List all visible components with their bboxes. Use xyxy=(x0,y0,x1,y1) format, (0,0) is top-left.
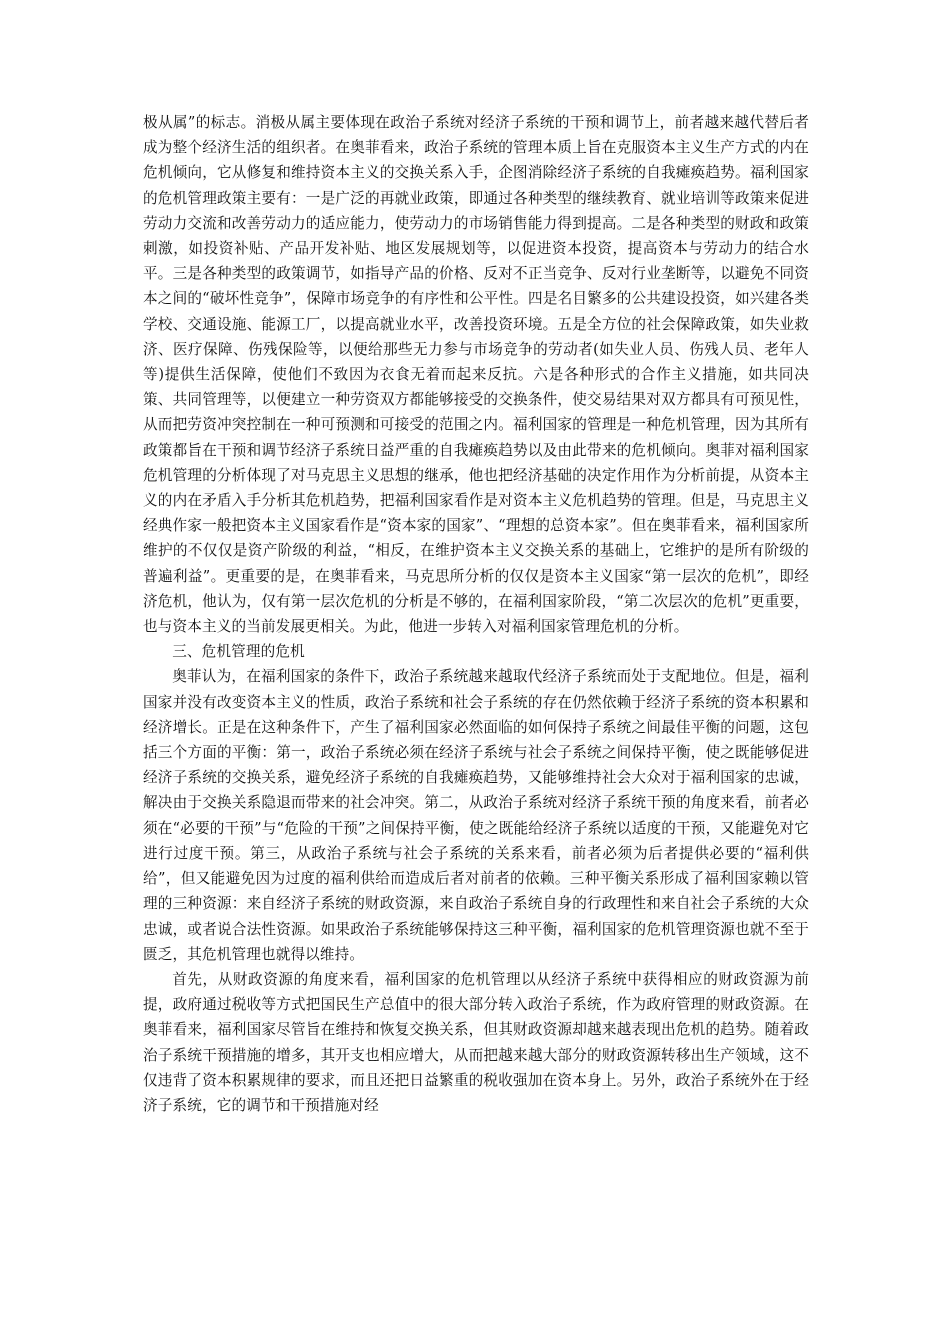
body-paragraph-3: 首先，从财政资源的角度来看，福利国家的危机管理以从经济子系统中获得相应的财政资源为前提，政府通过税收等方式把国民生产总值中的很大部分转入政治子系统，作为政府管理的财政资源。在奥菲看来，福利国家尽管旨在维持和恢复交换关系，但其财政资源却越来越表现出危机的趋势。随着政治子系统干预措施的增多，其开支也相应增大，从而把越来越大部分的财政资源转移出生产领域，这不仅违背了资本积累规律的要求，而且还把日益繁重的税收强加在资本身上。另外，政治子系统外在于经济子系统，它的调节和干预措施对经 xyxy=(143,970,809,1114)
section-heading: 三、危机管理的危机 xyxy=(172,643,305,661)
body-paragraph-1: 极从属”的标志。消极从属主要体现在政治子系统对经济子系统的干预和调节上，前者越来越代替后者成为整个经济生活的组织者。在奥菲看来，政治子系统的管理本质上旨在克服资本主义生产方式的内在危机倾向，它从修复和维持资本主义的交换关系入手，企图消除经济子系统的自我瘫痪趋势。福利国家的危机管理政策主要有：一是广泛的再就业政策，即通过各种类型的继续教育、就业培训等政策来促进劳动力交流和改善劳动力的适应能力，使劳动力的市场销售能力得到提高。二是各种类型的财政和政策刺激，如投资补贴、产品开发补贴、地区发展规划等，以促进资本投资，提高资本与劳动力的结合水平。三是各种类型的政策调节，如指导产品的价格、反对不正当竞争、反对行业垄断等，以避免不同资本之间的“破坏性竞争”，保障市场竞争的有序性和公平性。四是名目繁多的公共建设投资，如兴建各类学校、交通设施、能源工厂，以提高就业水平，改善投资环境。五是全方位的社会保障政策，如失业救济、医疗保障、伤残保险等，以便给那些无力参与市场竞争的劳动者(如失业人员、伤残人员、老年人等)提供生活保障，使他们不致因为衣食无着而起来反抗。六是各种形式的合作主义措施，如共同决策、共同管理等，以便建立一种劳资双方都能够接受的交换条件，使交易结果对双方都具有可预见性，从而把劳资冲突控制在一种可预测和可接受的范围之内。福利国家的管理是一种危机管理，因为其所有政策都旨在干预和调节经济子系统日益严重的自我瘫痪趋势以及由此带来的危机倾向。奥菲对福利国家危机管理的分析体现了对马克思主义思想的继承，他也把经济基础的决定作用作为分析前提，从资本主义的内在矛盾入手分析其危机趋势，把福利国家看作是对资本主义危机趋势的管理。但是，马克思主义经典作家一般把资本主义国家看作是“资本家的国家”、“理想的总资本家”。但在奥菲看来，福利国家所维护的不仅仅是资产阶级的利益，“相反，在维护资本主义交换关系的基础上，它维护的是所有阶级的普遍利益”。更重要的是，在奥菲看来，马克思所分析的仅仅是资本主义国家“第一层次的危机”，即经济危机，他认为，仅有第一层次危机的分析是不够的，在福利国家阶段，“第二次层次的危机”更重要，也与资本主义的当前发展更相关。为此，他进一步转入对福利国家管理危机的分析。 xyxy=(143,114,809,636)
document-page xyxy=(143,110,809,1118)
body-paragraph-2: 奥菲认为，在福利国家的条件下，政治子系统越来越取代经济子系统而处于支配地位。但是，福利国家并没有改变资本主义的性质，政治子系统和社会子系统的存在仍然依赖于经济子系统的资本积累和经济增长。正是在这种条件下，产生了福利国家必然面临的如何保持子系统之间最佳平衡的问题，这包括三个方面的平衡：第一，政治子系统必须在经济子系统与社会子系统之间保持平衡，使之既能够促进经济子系统的交换关系，避免经济子系统的自我瘫痪趋势，又能够维持社会大众对于福利国家的忠诚，解决由于交换关系隐退而带来的社会冲突。第二，从政治子系统对经济子系统干预的角度来看，前者必须在“必要的干预”与“危险的干预”之间保持平衡，使之既能给经济子系统以适度的干预，又能避免对它进行过度干预。第三，从政治子系统与社会子系统的关系来看，前者必须为后者提供必要的“福利供给”，但又能避免因为过度的福利供给而造成后者对前者的依赖。三种平衡关系形成了福利国家赖以管理的三种资源：来自经济子系统的财政资源，来自政治子系统自身的行政理性和来自社会子系统的大众忠诚，或者说合法性资源。如果政治子系统能够保持这三种平衡，福利国家的危机管理资源也就不至于匮乏，其危机管理也就得以维持。 xyxy=(143,668,809,963)
